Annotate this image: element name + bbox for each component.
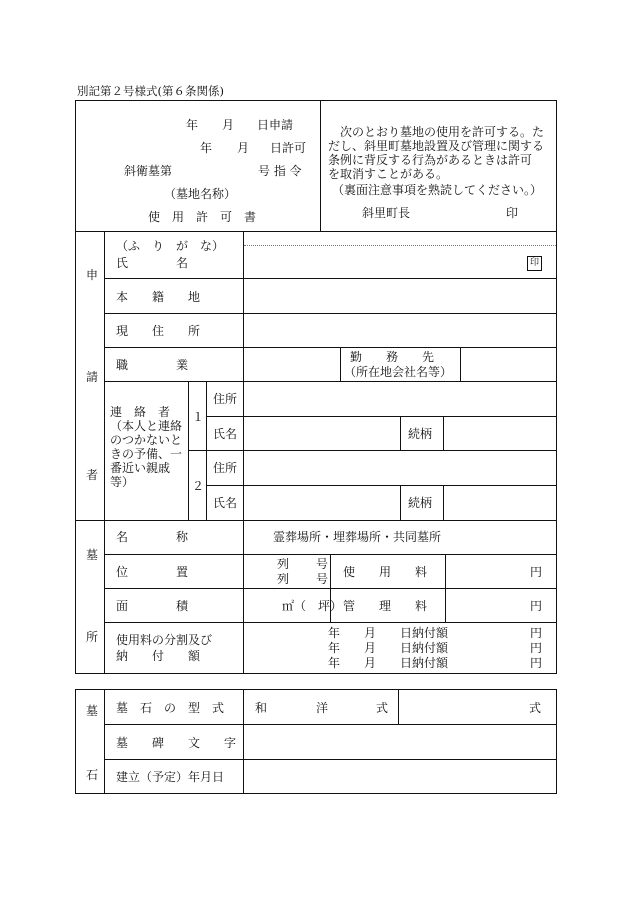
contact1-address-label: 住所 (213, 392, 238, 406)
contact2-address-label: 住所 (213, 461, 238, 475)
apply-day: 日申請 (257, 118, 294, 132)
epitaph-label: 墓 碑 文 字 (116, 736, 237, 750)
workplace-field[interactable] (461, 348, 556, 381)
applicant-label-3: 者 (86, 468, 99, 482)
honseki-label: 本 籍 地 (116, 290, 201, 304)
tombstone-type-field[interactable] (399, 691, 525, 724)
installment-unit-1: 円 (530, 626, 543, 640)
honseki-field[interactable] (244, 279, 556, 312)
notice-line-1: 次のとおり墓地の使用を許可する。た (340, 125, 545, 139)
contact1-name-field[interactable] (244, 417, 399, 450)
name-label: 氏 名 (116, 256, 189, 270)
plot-label-1: 墓 (86, 548, 99, 562)
management-fee-unit: 円 (530, 599, 543, 613)
permit-day: 日許可 (270, 141, 307, 155)
installment-row-2: 年 月 日納付額 (328, 641, 449, 655)
tombstone-type-wa: 和 (255, 701, 268, 715)
tombstone-type-shiki: 式 (376, 701, 389, 715)
mayor-seal: 印 (506, 206, 519, 220)
contact2-name-label: 氏名 (213, 496, 238, 510)
area-label: 面 積 (116, 599, 189, 613)
notice-line-2: だし、斜里町墓地設置及び管理に関する (328, 139, 545, 153)
workplace-sublabel: （所在地会社名等） (344, 365, 453, 379)
contact1-name-label: 氏名 (213, 427, 238, 441)
order-prefix: 斜衛墓第 (124, 164, 173, 178)
mayor-label: 斜里町長 (362, 206, 411, 220)
permit-month: 月 (237, 141, 250, 155)
occupation-label: 職 業 (116, 358, 189, 372)
apply-month: 月 (222, 118, 235, 132)
contact-number-2: ２ (192, 479, 205, 493)
occupation-field[interactable] (244, 348, 339, 381)
form-number-heading: 別記第２号様式(第６条関係) (77, 84, 224, 98)
location-label: 位 置 (116, 565, 189, 579)
installment-label-2: 納 付 額 (116, 649, 201, 663)
built-date-field[interactable] (244, 760, 556, 793)
contact2-relationship-field[interactable] (444, 486, 556, 519)
installment-unit-3: 円 (530, 656, 543, 670)
row-label: 列 (277, 557, 290, 571)
contact2-name-field[interactable] (244, 486, 399, 519)
applicant-label-1: 申 (86, 268, 99, 282)
order-suffix: 号 指 令 (258, 164, 302, 178)
contact1-relationship-label: 続柄 (408, 427, 433, 441)
tombstone-type-shiki-2: 式 (529, 701, 542, 715)
contact-label-3: のつかないと (110, 433, 183, 447)
contact-label-4: きの予備、一 (110, 447, 183, 461)
built-date-label: 建立（予定）年月日 (116, 770, 225, 784)
row-label-2: 列 (277, 572, 290, 586)
usage-fee-label: 使 用 料 (343, 565, 428, 579)
contact-label-6: 等） (110, 475, 135, 489)
permit-year: 年 (200, 141, 213, 155)
installment-unit-2: 円 (530, 641, 543, 655)
notice-line-3: 条例に背反する行為があるときは許可 (328, 153, 533, 167)
contact2-address-field[interactable] (244, 451, 556, 484)
plot-name-label: 名 称 (116, 530, 189, 544)
furigana-label: （ふ り が な） (116, 239, 225, 253)
usage-fee-field[interactable] (446, 555, 528, 588)
contact-label-5: 番近い親戚 (110, 461, 171, 475)
installment-row-3: 年 月 日納付額 (328, 656, 449, 670)
applicant-label-2: 請 (86, 370, 99, 384)
installment-label-1: 使用料の分割及び (116, 633, 213, 647)
document-title: 使 用 許 可 書 (148, 210, 257, 224)
installment-row-1: 年 月 日納付額 (328, 626, 449, 640)
cemetery-name-label: （墓地名称） (164, 187, 237, 201)
plot-type-options: 霊葬場所・埋葬場所・共同墓所 (273, 530, 442, 544)
contact2-relationship-label: 続柄 (408, 496, 433, 510)
name-seal: 印 (527, 256, 542, 271)
number-label-b: 号 (316, 572, 329, 586)
number-label-a: 号 (316, 557, 329, 571)
management-fee-field[interactable] (446, 589, 528, 622)
notice-line-5: （裏面注意事項を熟読してください。） (332, 183, 543, 197)
contact1-address-field[interactable] (244, 382, 556, 415)
contact-number-1: １ (192, 410, 205, 424)
management-fee-label: 管 理 料 (343, 599, 428, 613)
apply-year: 年 (186, 118, 199, 132)
notice-line-4: を取消すことがある。 (328, 167, 449, 181)
plot-label-2: 所 (86, 630, 99, 644)
address-label: 現 住 所 (116, 324, 201, 338)
usage-fee-unit: 円 (530, 565, 543, 579)
contact-label-2: （本人と連絡 (110, 419, 183, 433)
tombstone-type-label: 墓 石 の 型 式 (116, 701, 225, 715)
epitaph-field[interactable] (244, 725, 556, 758)
contact1-relationship-field[interactable] (444, 417, 556, 450)
tombstone-label-1: 墓 (86, 704, 99, 718)
area-unit: ㎡（ 坪） (282, 599, 343, 613)
workplace-label: 勤 務 先 (350, 350, 435, 364)
tombstone-label-2: 石 (86, 768, 99, 782)
contact-label-1: 連 絡 者 (110, 405, 171, 419)
tombstone-type-yo: 洋 (316, 701, 329, 715)
address-field[interactable] (244, 314, 556, 347)
